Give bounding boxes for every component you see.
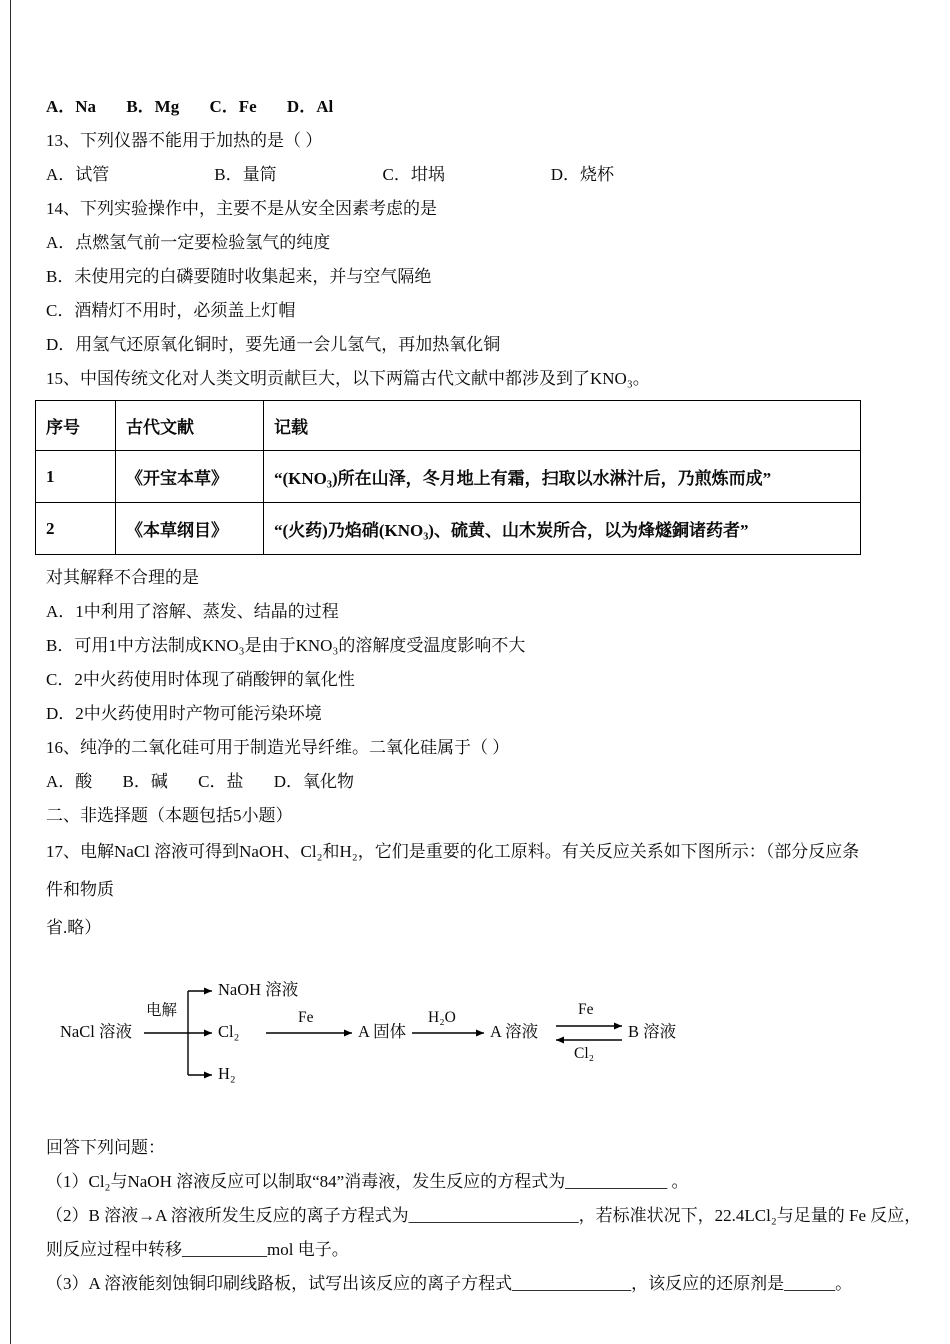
q14-option-d: D．用氢气还原氧化铜时，要先通一会儿氢气，再加热氧化铜	[46, 335, 501, 354]
diagram-fe-equilibrium-label: Fe	[578, 1001, 594, 1018]
diagram-a-solid-label: A 固体	[358, 1022, 407, 1041]
q13-options-row	[46, 158, 864, 192]
diagram-electrolysis-label: 电解	[146, 1002, 178, 1019]
diagram-fe-arrow-label: Fe	[298, 1009, 314, 1026]
q12-option-c: C．Fe	[209, 97, 257, 116]
q17-reaction-diagram	[60, 971, 700, 1093]
q15-option-c: C．2中火药使用时体现了硝酸钾的氧化性	[46, 670, 355, 689]
q13-option-b: B．量筒	[214, 165, 277, 184]
table-cell-record: “(火药)乃焰硝(KNO₃)、硫黄、山木炭所合，以为烽燧銅诸药者”	[264, 503, 861, 555]
q12-option-d: D．Al	[286, 97, 334, 116]
q15-option-d: D．2中火药使用时产物可能污染环境	[46, 704, 322, 723]
q15-question: 对其解释不合理的是	[46, 568, 199, 587]
section2-heading: 二、非选择题（本题包括5小题）	[46, 806, 293, 825]
q16-option-a: A．酸	[46, 772, 93, 791]
q13-stem: 13、下列仪器不能用于加热的是（ ）	[46, 131, 323, 150]
q17-stem-line1: 17、电解NaCl 溶液可得到NaOH、Cl₂和H₂，它们是重要的化工原料。有关反应关系如下图所示：（部分反应条件和物质	[46, 842, 860, 899]
q17-sub2-line1: （2）B 溶液→A 溶液所发生反应的离子方程式为____________________，若标准状况下，22.4LCl₂与足量的 Fe 反应，	[46, 1206, 922, 1225]
q17-stem-line2: 省.略）	[46, 918, 102, 937]
table-header-record: 记载	[264, 401, 861, 451]
diagram-h2o-arrow-label: H₂O	[428, 1009, 456, 1026]
q16-option-b: B．碱	[122, 772, 168, 791]
q15-literature-table	[35, 400, 861, 555]
diagram-h2-label: H₂	[218, 1064, 236, 1083]
table-cell-source: 《本草纲目》	[116, 503, 264, 555]
table-header-number: 序号	[36, 401, 116, 451]
table-cell-number: 1	[36, 451, 116, 503]
diagram-cl2-label: Cl₂	[218, 1022, 240, 1041]
q16-options-row	[46, 765, 864, 799]
q17-sub2-line2: 则反应过程中转移__________mol 电子。	[46, 1240, 349, 1259]
table-row	[36, 503, 861, 555]
table-cell-source: 《开宝本草》	[116, 451, 264, 503]
q17-sub3: （3）A 溶液能刻蚀铜印刷线路板，试写出该反应的离子方程式______________，该反应的还原剂是______。	[46, 1274, 853, 1293]
q12-option-b: B．Mg	[126, 97, 180, 116]
table-header-row	[36, 401, 861, 451]
table-row	[36, 451, 861, 503]
diagram-b-solution-label: B 溶液	[628, 1022, 677, 1041]
q17-answer-prompt: 回答下列问题：	[46, 1138, 165, 1157]
q14-option-a: A．点燃氢气前一定要检验氢气的纯度	[46, 233, 331, 252]
q14-stem: 14、下列实验操作中，主要不是从安全因素考虑的是	[46, 199, 437, 218]
q15-option-b: B．可用1中方法制成KNO₃是由于KNO₃的溶解度受温度影响不大	[46, 636, 526, 655]
q13-option-a: A．试管	[46, 165, 110, 184]
exam-content	[46, 90, 922, 1301]
page-left-border-line	[10, 0, 11, 1344]
q15-stem: 15、中国传统文化对人类文明贡献巨大，以下两篇古代文献中都涉及到了KNO₃。	[46, 369, 650, 388]
table-cell-number: 2	[36, 503, 116, 555]
q17-sub1: （1）Cl₂与NaOH 溶液反应可以制取“84”消毒液，发生反应的方程式为____________ 。	[46, 1172, 689, 1191]
q14-option-c: C．酒精灯不用时，必须盖上灯帽	[46, 301, 296, 320]
diagram-nacl-solution-label: NaCl 溶液	[60, 1022, 132, 1041]
q14-option-b: B．未使用完的白磷要随时收集起来，并与空气隔绝	[46, 267, 432, 286]
diagram-cl2-equilibrium-label: Cl₂	[574, 1045, 595, 1062]
table-cell-record: “(KNO₃)所在山泽，冬月地上有霜，扫取以水淋汁后，乃煎炼而成”	[264, 451, 861, 503]
q16-stem: 16、纯净的二氧化硅可用于制造光导纤维。二氧化硅属于（ ）	[46, 738, 510, 757]
diagram-naoh-solution-label: NaOH 溶液	[218, 980, 299, 999]
table-header-source: 古代文献	[116, 401, 264, 451]
q17-stem	[46, 833, 864, 947]
q13-option-c: C．坩埚	[382, 165, 445, 184]
q13-option-d: D．烧杯	[550, 165, 615, 184]
q12-option-a: A．Na	[46, 97, 97, 116]
diagram-a-solution-label: A 溶液	[490, 1022, 539, 1041]
q15-option-a: A．1中利用了溶解、蒸发、结晶的过程	[46, 602, 339, 621]
q12-options-row	[46, 90, 864, 124]
q16-option-c: C．盐	[198, 772, 244, 791]
q16-option-d: D．氧化物	[273, 772, 354, 791]
